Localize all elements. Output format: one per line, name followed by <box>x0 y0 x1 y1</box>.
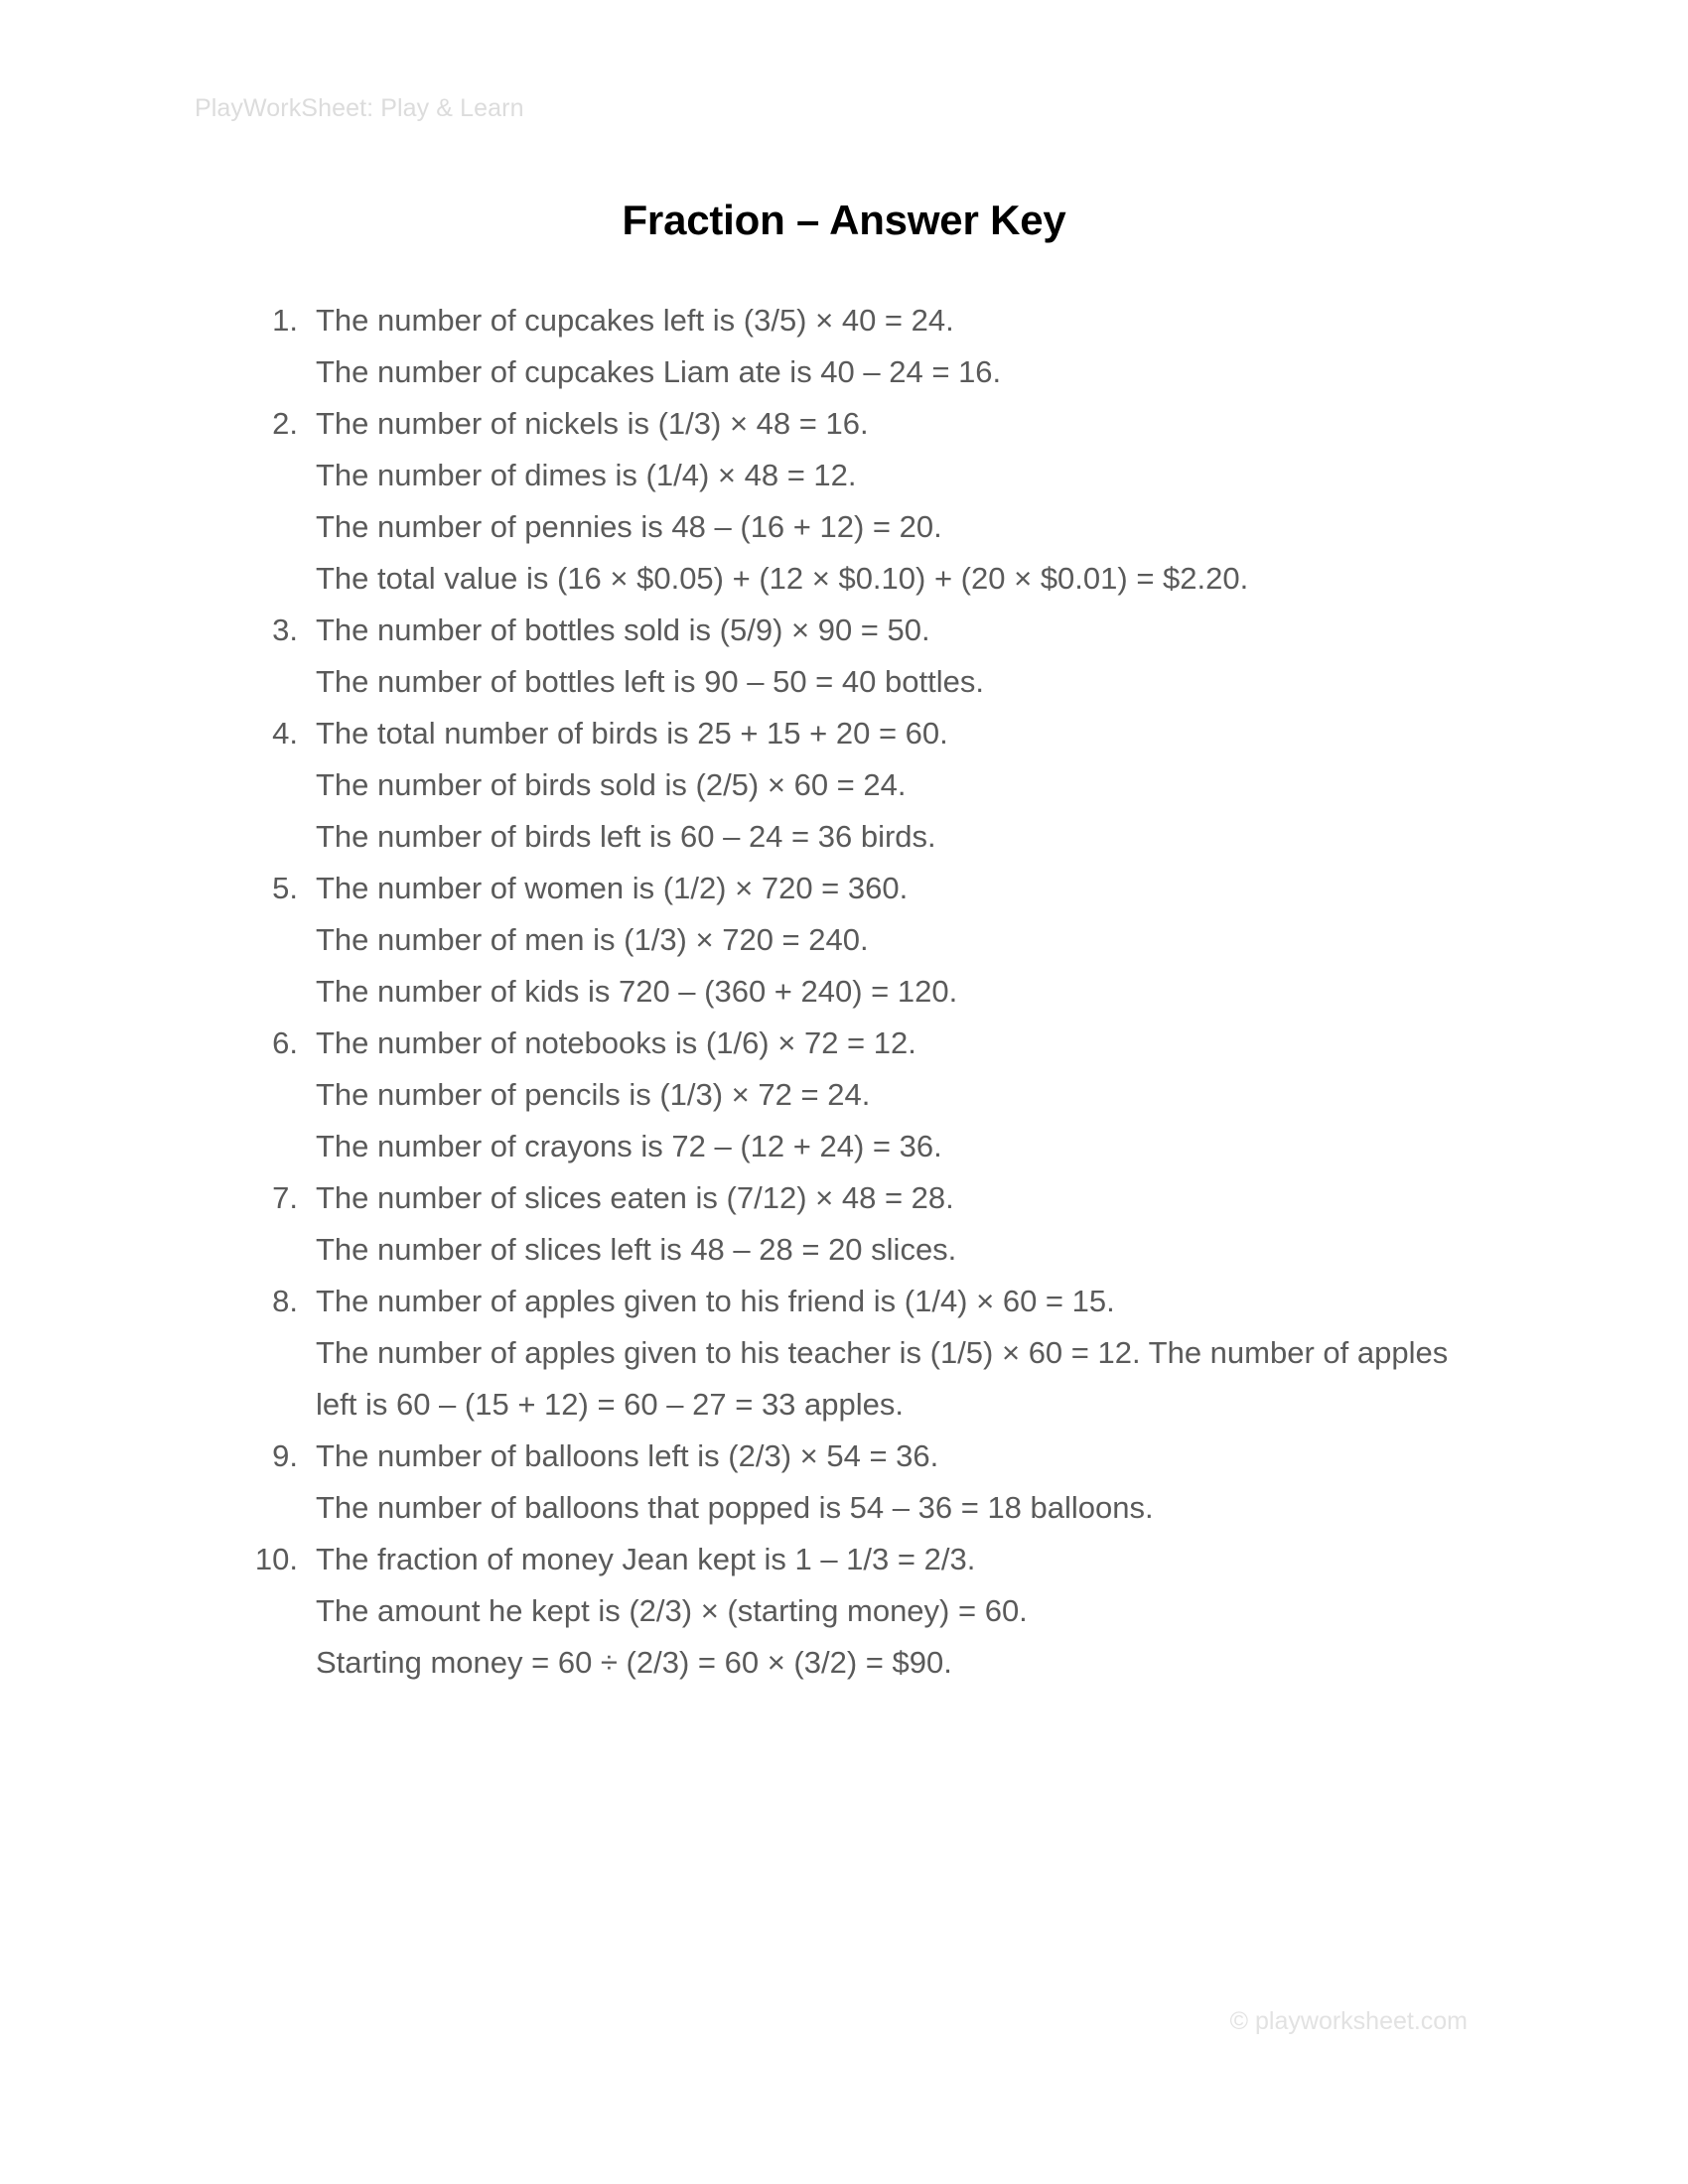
answer-number: 2. <box>272 406 298 441</box>
answer-body <box>316 1431 1470 1534</box>
answer-line: The number of birds sold is (2/5) × 60 = 24. <box>316 767 907 802</box>
answer-number: 10. <box>254 1542 298 1576</box>
answer-body <box>316 295 1470 398</box>
answer-item <box>238 1018 1470 1172</box>
answer-line: The number of crayons is 72 – (12 + 24) = 36. <box>316 1129 942 1163</box>
answer-number: 5. <box>272 871 298 905</box>
answer-line: The fraction of money Jean kept is 1 – 1/3 = 2/3. <box>316 1542 976 1576</box>
answer-item <box>238 398 1470 605</box>
answer-body <box>316 1534 1470 1689</box>
answer-line: The number of bottles left is 90 – 50 = 40 bottles. <box>316 664 984 699</box>
answer-line: The number of nickels is (1/3) × 48 = 16. <box>316 406 869 441</box>
answer-number: 8. <box>272 1284 298 1318</box>
footer-copyright: © playworksheet.com <box>1229 2007 1468 2035</box>
answer-line: The number of bottles sold is (5/9) × 90 = 50. <box>316 613 930 647</box>
answer-line: Starting money = 60 ÷ (2/3) = 60 × (3/2) = $90. <box>316 1645 952 1680</box>
answer-body <box>316 708 1470 863</box>
answer-line: The number of slices eaten is (7/12) × 48 = 28. <box>316 1180 954 1215</box>
answer-line: The total number of birds is 25 + 15 + 20 = 60. <box>316 716 948 751</box>
answer-body <box>316 398 1470 605</box>
answer-line: The number of pennies is 48 – (16 + 12) = 20. <box>316 509 942 544</box>
answer-item <box>238 1276 1470 1431</box>
answer-line: The number of pencils is (1/3) × 72 = 24. <box>316 1077 871 1112</box>
answer-line: The number of kids is 720 – (360 + 240) = 120. <box>316 974 958 1009</box>
answer-line: The number of notebooks is (1/6) × 72 = 12. <box>316 1025 916 1060</box>
answer-line: The number of balloons that popped is 54 – 36 = 18 balloons. <box>316 1490 1154 1525</box>
answer-number: 4. <box>272 716 298 751</box>
answer-item <box>238 1431 1470 1534</box>
answer-body <box>316 863 1470 1018</box>
answer-body <box>316 1172 1470 1276</box>
answer-list <box>199 295 1470 1689</box>
answer-line: The number of men is (1/3) × 720 = 240. <box>316 922 869 957</box>
answer-item <box>238 1534 1470 1689</box>
answer-item <box>238 708 1470 863</box>
answer-body <box>316 1276 1470 1431</box>
answer-number: 1. <box>272 303 298 338</box>
answer-number: 9. <box>272 1438 298 1473</box>
answer-line: The number of birds left is 60 – 24 = 36 birds. <box>316 819 936 854</box>
answer-number: 3. <box>272 613 298 647</box>
answer-line: The number of slices left is 48 – 28 = 20 slices. <box>316 1232 957 1267</box>
answer-line: The number of apples given to his friend is (1/4) × 60 = 15. <box>316 1284 1115 1318</box>
page-title: Fraction – Answer Key <box>622 197 1066 244</box>
answer-item <box>238 1172 1470 1276</box>
answer-item <box>238 295 1470 398</box>
answer-line: The number of balloons left is (2/3) × 54 = 36. <box>316 1438 939 1473</box>
answer-line: The number of women is (1/2) × 720 = 360. <box>316 871 909 905</box>
answer-line: The total value is (16 × $0.05) + (12 × $0.10) + (20 × $0.01) = $2.20. <box>316 561 1249 596</box>
answer-line: The number of cupcakes left is (3/5) × 40 = 24. <box>316 303 954 338</box>
answer-item <box>238 863 1470 1018</box>
answer-number: 6. <box>272 1025 298 1060</box>
answer-line: The number of apples given to his teacher is (1/5) × 60 = 12. The number of apples left is 60 – (15 + 12) = 60 – 27 = 33 apples. <box>316 1335 1449 1422</box>
answer-item <box>238 605 1470 708</box>
answer-line: The amount he kept is (2/3) × (starting money) = 60. <box>316 1593 1028 1628</box>
answer-line: The number of dimes is (1/4) × 48 = 12. <box>316 458 857 492</box>
brand-header: PlayWorkSheet: Play & Learn <box>195 94 524 122</box>
answer-number: 7. <box>272 1180 298 1215</box>
answer-body <box>316 605 1470 708</box>
answer-body <box>316 1018 1470 1172</box>
answer-line: The number of cupcakes Liam ate is 40 – 24 = 16. <box>316 354 1002 389</box>
